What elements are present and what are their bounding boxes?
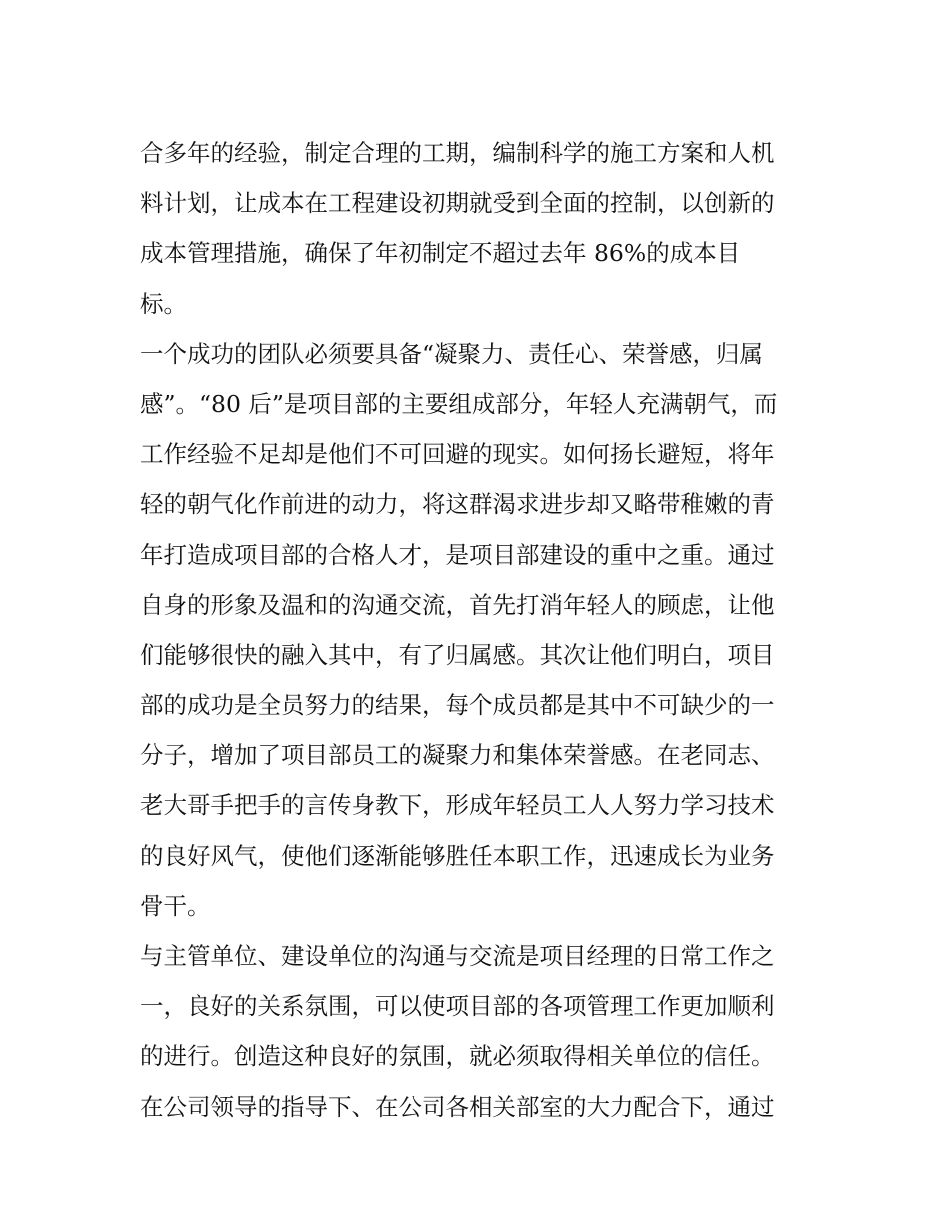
text-line: 部的成功是全员努力的结果，每个成员都是其中不可缺少的一: [140, 691, 775, 720]
text-line: 们能够很快的融入其中，有了归属感。其次让他们明白，项目: [140, 640, 775, 669]
text-line: 轻的朝气化作前进的动力，将这群渴求进步却又略带稚嫩的青: [140, 490, 775, 519]
body-text: [140, 128, 830, 1132]
text-line: 感”。“80 后”是项目部的主要组成部分，年轻人充满朝气，而: [140, 389, 778, 418]
text-line: 的良好风气，使他们逐渐能够胜任本职工作，迅速成长为业务: [140, 841, 775, 870]
text-line: 料计划，让成本在工程建设初期就受到全面的控制，以创新的: [140, 189, 775, 218]
text-line: 的进行。创造这种良好的氛围，就必须取得相关单位的信任。: [140, 1042, 775, 1071]
text-line: 工作经验不足却是他们不可回避的现实。如何扬长避短，将年: [140, 440, 775, 469]
text-line: 自身的形象及温和的沟通交流，首先打消年轻人的顾虑，让他: [140, 590, 775, 619]
text-line: 一个成功的团队必须要具备“凝聚力、责任心、荣誉感，归属: [140, 339, 764, 368]
text-line: 在公司领导的指导下、在公司各相关部室的大力配合下，通过: [140, 1092, 775, 1121]
text-line: 年打造成项目部的合格人才，是项目部建设的重中之重。通过: [140, 540, 775, 569]
text-line: 与主管单位、建设单位的沟通与交流是项目经理的日常工作之: [140, 942, 775, 970]
text-line: 成本管理措施，确保了年初制定不超过去年 86%的成本目: [140, 239, 741, 268]
text-line: 老大哥手把手的言传身教下，形成年轻员工人人努力学习技术: [140, 791, 775, 820]
text-line: 分子，增加了项目部员工的凝聚力和集体荣誉感。在老同志、: [140, 741, 775, 770]
text-line: 合多年的经验，制定合理的工期，编制科学的施工方案和人机: [140, 139, 775, 167]
text-line: 一，良好的关系氛围，可以使项目部的各项管理工作更加顺利: [140, 992, 775, 1021]
text-line: 标。: [140, 289, 187, 318]
text-line: 骨干。: [140, 891, 211, 920]
